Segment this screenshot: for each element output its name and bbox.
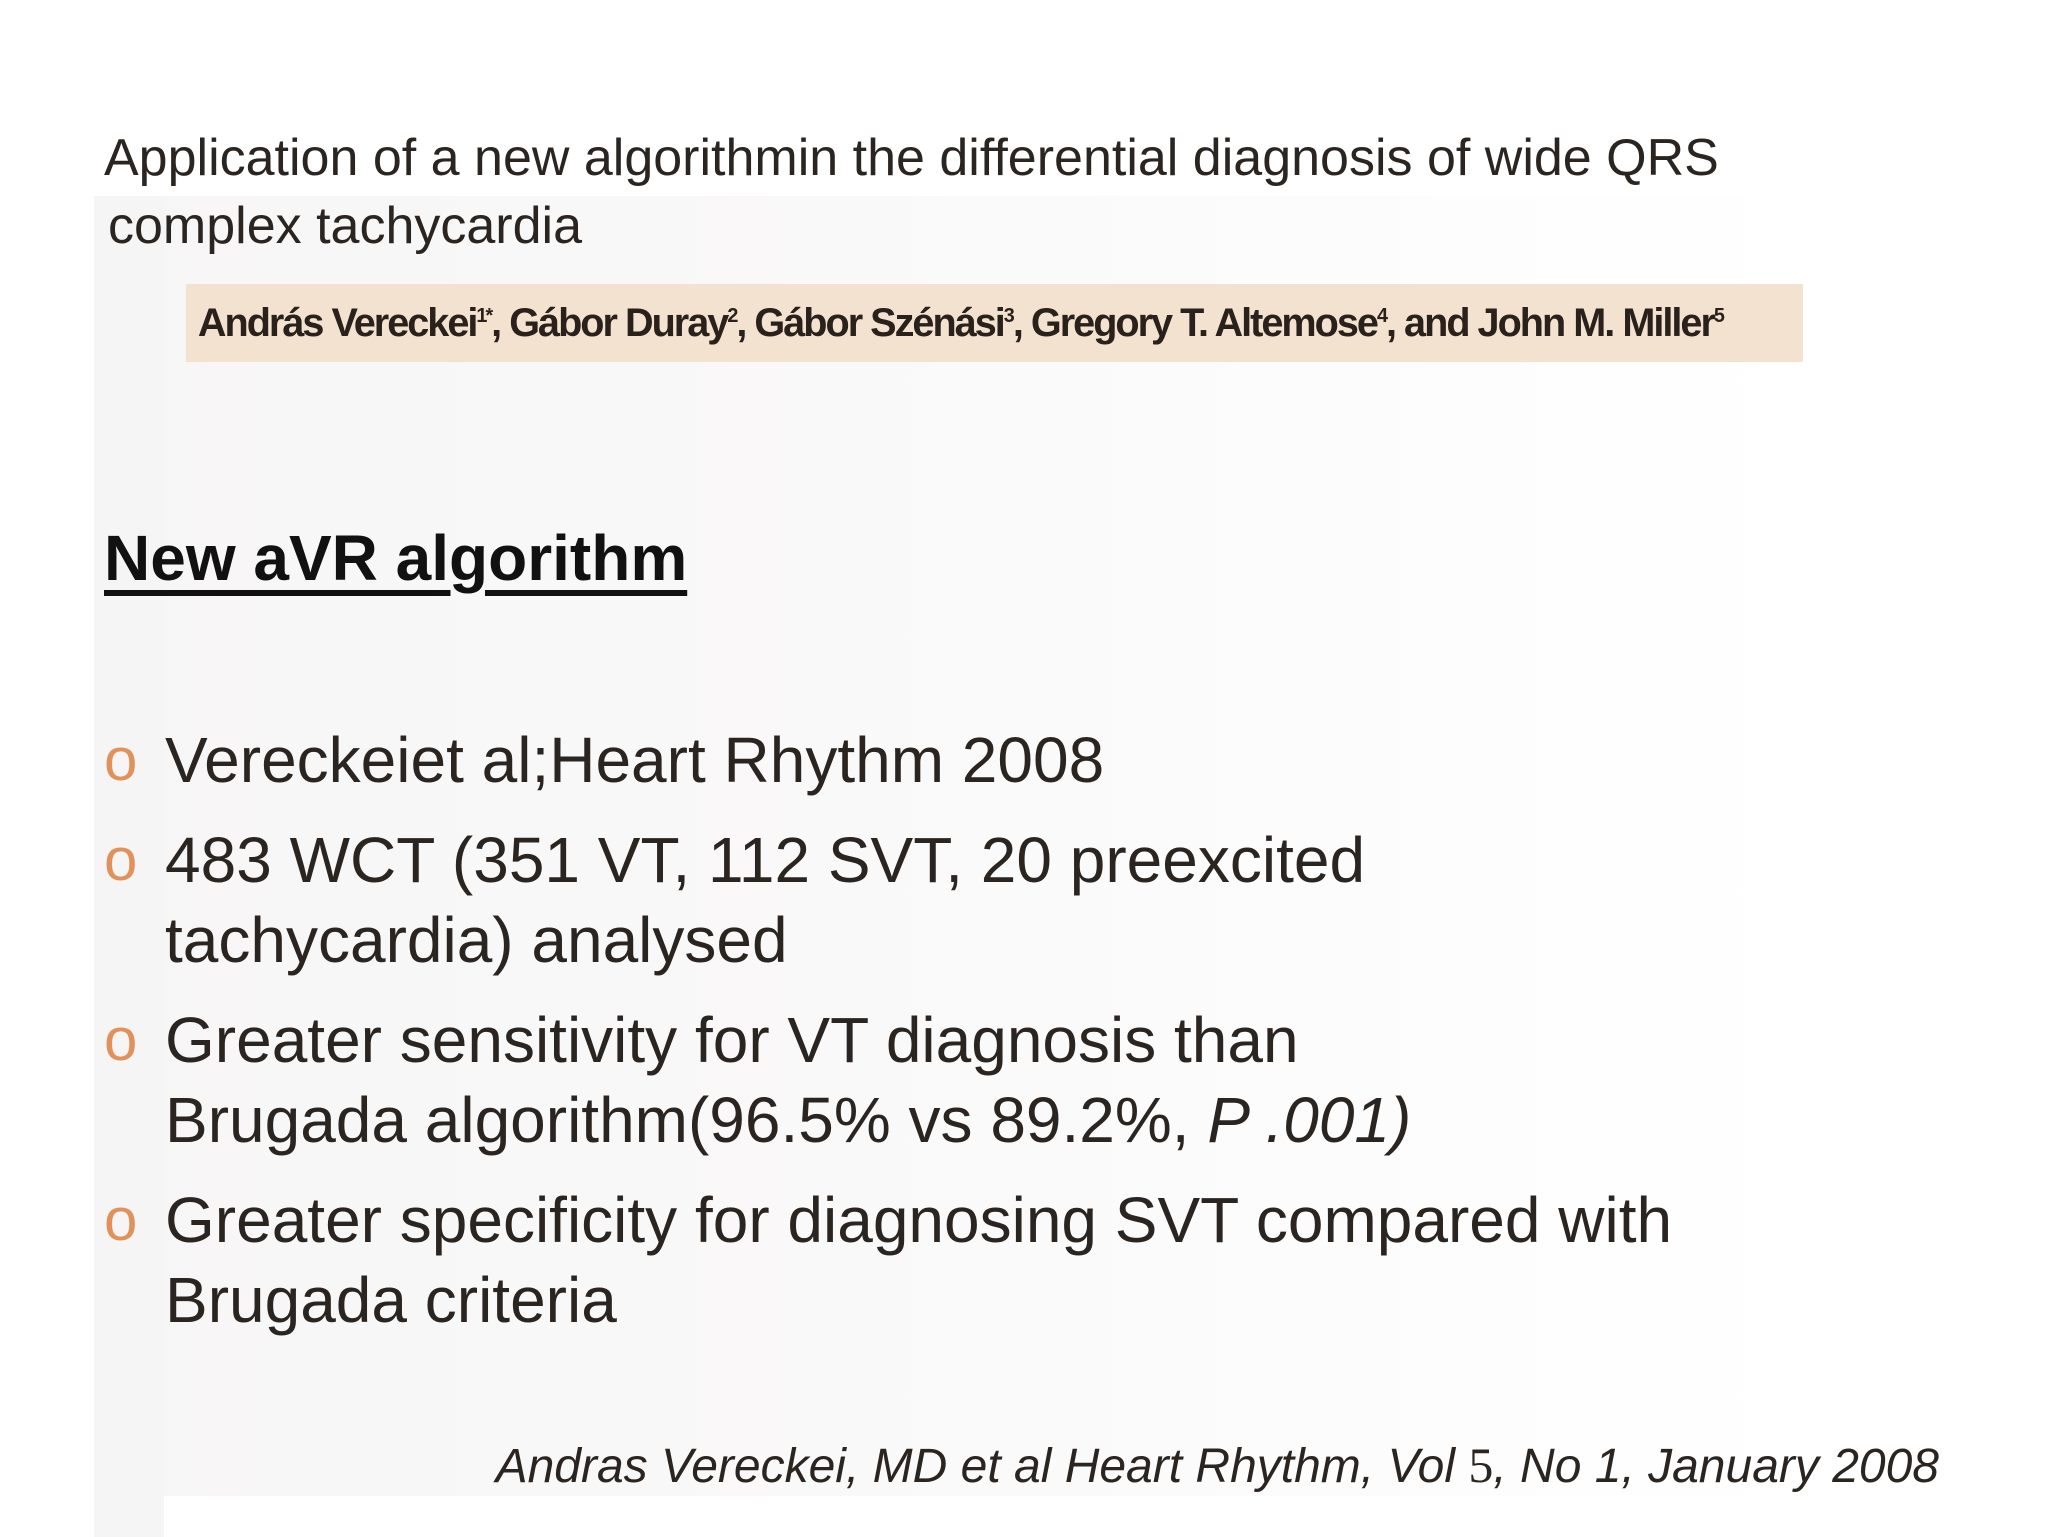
bullet-text-continued: Brugada criteria [165, 1264, 617, 1336]
citation-text-end: , No 1, January 2008 [1493, 1440, 1939, 1493]
bullet-text-segment: Brugada algorithm(96.5% vs 89.2%, [165, 1084, 1208, 1156]
bullet-text: Vereckeiet al;Heart Rhythm 2008 [165, 724, 1105, 796]
author-name: Gábor Duray [509, 301, 728, 345]
slide-title [104, 124, 1904, 260]
bullet-text: 483 WCT (351 VT, 112 SVT, 20 preexcited [165, 824, 1366, 896]
author-affiliation-mark: 2 [727, 305, 737, 327]
bullet-marker-icon: o [104, 826, 138, 893]
author-affiliation-mark: 5 [1713, 305, 1723, 327]
p-value-italic: P .001) [1207, 1084, 1412, 1156]
author-affiliation-mark: 3 [1003, 305, 1013, 327]
bullet-text-continued [165, 1080, 1924, 1160]
bullet-item [104, 820, 1924, 980]
bullet-marker-icon: o [104, 1186, 138, 1253]
bullet-marker-icon: o [104, 726, 138, 793]
citation [496, 1436, 1939, 1494]
author-name: Gregory T. Altemose [1030, 301, 1377, 345]
authors-band: András Vereckei$^{1*}$, Gábor Duray$^2$, Gábor Szénási$^3$, Gregory T. Altemose$^4$, and John M. Miller$^5$ [186, 284, 1803, 362]
bullet-item [104, 1000, 1924, 1160]
citation-volume: 5 [1468, 1437, 1494, 1493]
bullet-marker-icon: o [104, 1006, 138, 1073]
author-name: and John M. Miller [1404, 301, 1714, 345]
bullet-text-continued: tachycardia) analysed [165, 904, 788, 976]
bullet-text: Greater sensitivity for VT diagnosis than [165, 1004, 1299, 1076]
citation-text: Andras Vereckei, MD et al Heart Rhythm, Vol [495, 1440, 1469, 1493]
bullet-text: Greater specificity for diagnosing SVT compared with [165, 1184, 1673, 1256]
bullet-item [104, 1180, 1924, 1340]
author-name: Gábor Szénási [754, 301, 1004, 345]
bullet-item [104, 720, 1924, 800]
slide-title-line-2: complex tachycardia [108, 197, 582, 255]
section-heading: New aVR algorithm [104, 522, 688, 594]
author-affiliation-mark: 4 [1376, 305, 1387, 327]
bullet-list [104, 720, 1924, 1360]
slide-title-line-1: Application of a new algorithmin the differential diagnosis of wide QRS [104, 129, 1719, 187]
author-affiliation-mark: 1* [476, 305, 492, 327]
author-name: András Vereckei [197, 301, 477, 345]
